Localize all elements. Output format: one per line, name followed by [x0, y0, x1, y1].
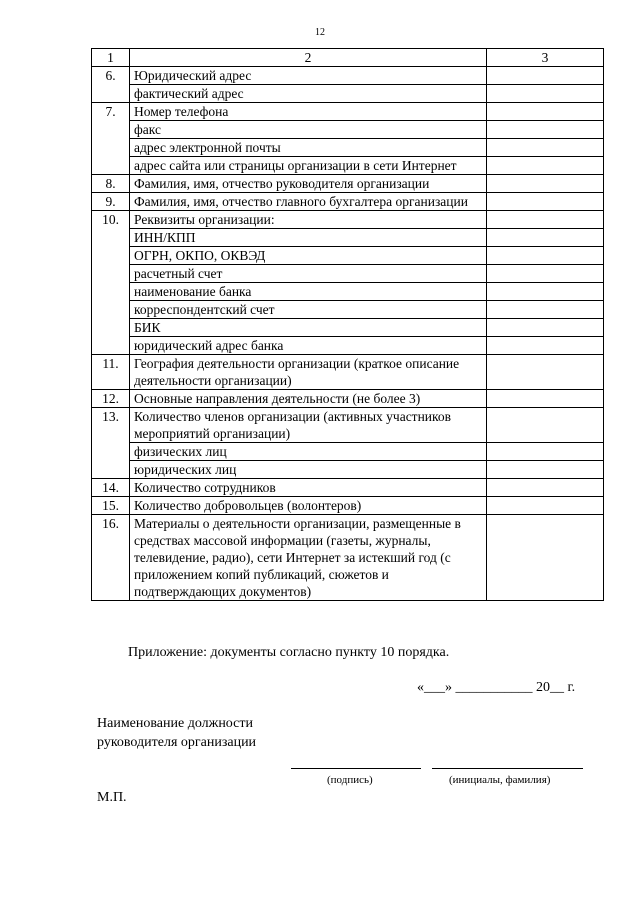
- row-value-cell[interactable]: [487, 355, 604, 390]
- row-value-cell[interactable]: [487, 497, 604, 515]
- table-row: [92, 103, 604, 121]
- row-number: 8.: [92, 175, 130, 193]
- table-row: [92, 319, 604, 337]
- row-value-cell[interactable]: [487, 175, 604, 193]
- table-header-cell: 3: [487, 49, 604, 67]
- row-item-label: Количество добровольцев (волонтеров): [130, 497, 487, 515]
- table-row: [92, 121, 604, 139]
- table-row: [92, 139, 604, 157]
- row-item-label: Количество сотрудников: [130, 479, 487, 497]
- initials-label: (инициалы, фамилия): [449, 774, 551, 786]
- row-number: 16.: [92, 515, 130, 601]
- row-number: 9.: [92, 193, 130, 211]
- row-number: 14.: [92, 479, 130, 497]
- row-item-label: расчетный счет: [130, 265, 487, 283]
- table-row: [92, 193, 604, 211]
- row-item-label: Фамилия, имя, отчество руководителя организации: [130, 175, 487, 193]
- row-item-label: БИК: [130, 319, 487, 337]
- page-number: 12: [315, 27, 325, 38]
- row-item-label: ИНН/КПП: [130, 229, 487, 247]
- row-value-cell[interactable]: [487, 211, 604, 229]
- table-row: [92, 443, 604, 461]
- row-number: 6.: [92, 67, 130, 103]
- row-number: 15.: [92, 497, 130, 515]
- row-value-cell[interactable]: [487, 461, 604, 479]
- row-number: 12.: [92, 390, 130, 408]
- row-item-label: ОГРН, ОКПО, ОКВЭД: [130, 247, 487, 265]
- table-row: [92, 85, 604, 103]
- row-number: 11.: [92, 355, 130, 390]
- row-number: 13.: [92, 408, 130, 479]
- row-value-cell[interactable]: [487, 103, 604, 121]
- seal-mark: М.П.: [97, 790, 127, 805]
- row-value-cell[interactable]: [487, 283, 604, 301]
- row-value-cell[interactable]: [487, 157, 604, 175]
- table-header-row: [92, 49, 604, 67]
- row-item-label: География деятельности организации (краткое описание деятельности организации): [130, 355, 487, 390]
- row-value-cell[interactable]: [487, 229, 604, 247]
- signature-label: (подпись): [327, 774, 373, 786]
- table-row: [92, 479, 604, 497]
- organization-info-table: [91, 48, 604, 601]
- signature-line: [291, 768, 421, 769]
- table-row: [92, 175, 604, 193]
- table-row: [92, 265, 604, 283]
- row-value-cell[interactable]: [487, 193, 604, 211]
- row-value-cell[interactable]: [487, 85, 604, 103]
- row-value-cell[interactable]: [487, 319, 604, 337]
- row-number: 10.: [92, 211, 130, 355]
- row-item-label: юридический адрес банка: [130, 337, 487, 355]
- row-value-cell[interactable]: [487, 139, 604, 157]
- table-header-cell: 2: [130, 49, 487, 67]
- table-row: [92, 67, 604, 85]
- position-title: [97, 714, 256, 752]
- row-item-label: физических лиц: [130, 443, 487, 461]
- initials-line: [432, 768, 583, 769]
- row-item-label: фактический адрес: [130, 85, 487, 103]
- row-value-cell[interactable]: [487, 265, 604, 283]
- row-item-label: наименование банка: [130, 283, 487, 301]
- row-item-label: юридических лиц: [130, 461, 487, 479]
- row-item-label: Юридический адрес: [130, 67, 487, 85]
- position-title-line: Наименование должности: [97, 716, 253, 731]
- row-value-cell[interactable]: [487, 479, 604, 497]
- table-row: [92, 247, 604, 265]
- table-header-cell: 1: [92, 49, 130, 67]
- appendix-note: Приложение: документы согласно пункту 10 порядка.: [128, 645, 450, 660]
- table-row: [92, 497, 604, 515]
- row-value-cell[interactable]: [487, 515, 604, 601]
- row-item-label: факс: [130, 121, 487, 139]
- row-value-cell[interactable]: [487, 121, 604, 139]
- row-item-label: Основные направления деятельности (не более 3): [130, 390, 487, 408]
- row-item-label: адрес сайта или страницы организации в сети Интернет: [130, 157, 487, 175]
- row-value-cell[interactable]: [487, 390, 604, 408]
- table-row: [92, 211, 604, 229]
- row-value-cell[interactable]: [487, 301, 604, 319]
- row-item-label: адрес электронной почты: [130, 139, 487, 157]
- row-item-label: Материалы о деятельности организации, размещенные в средствах массовой информации (газеты, журналы, телевидение, радио), сети Интернет за истекший год (с приложением копий публикаций, сюжетов и подтверждающих документов): [130, 515, 487, 601]
- row-item-label: Фамилия, имя, отчество главного бухгалтера организации: [130, 193, 487, 211]
- row-value-cell[interactable]: [487, 443, 604, 461]
- table-row: [92, 337, 604, 355]
- table-row: [92, 515, 604, 601]
- table-row: [92, 408, 604, 443]
- row-number: 7.: [92, 103, 130, 175]
- table-row: [92, 355, 604, 390]
- row-value-cell[interactable]: [487, 67, 604, 85]
- table-row: [92, 461, 604, 479]
- row-item-label: Количество членов организации (активных участников мероприятий организации): [130, 408, 487, 443]
- row-value-cell[interactable]: [487, 247, 604, 265]
- table-row: [92, 301, 604, 319]
- row-value-cell[interactable]: [487, 408, 604, 443]
- table-row: [92, 229, 604, 247]
- table-row: [92, 283, 604, 301]
- row-value-cell[interactable]: [487, 337, 604, 355]
- row-item-label: Номер телефона: [130, 103, 487, 121]
- position-title-line: руководителя организации: [97, 735, 257, 750]
- row-item-label: Реквизиты организации:: [130, 211, 487, 229]
- date-line: «___» ___________ 20__ г.: [417, 680, 576, 695]
- table-row: [92, 390, 604, 408]
- table-row: [92, 157, 604, 175]
- row-item-label: корреспондентский счет: [130, 301, 487, 319]
